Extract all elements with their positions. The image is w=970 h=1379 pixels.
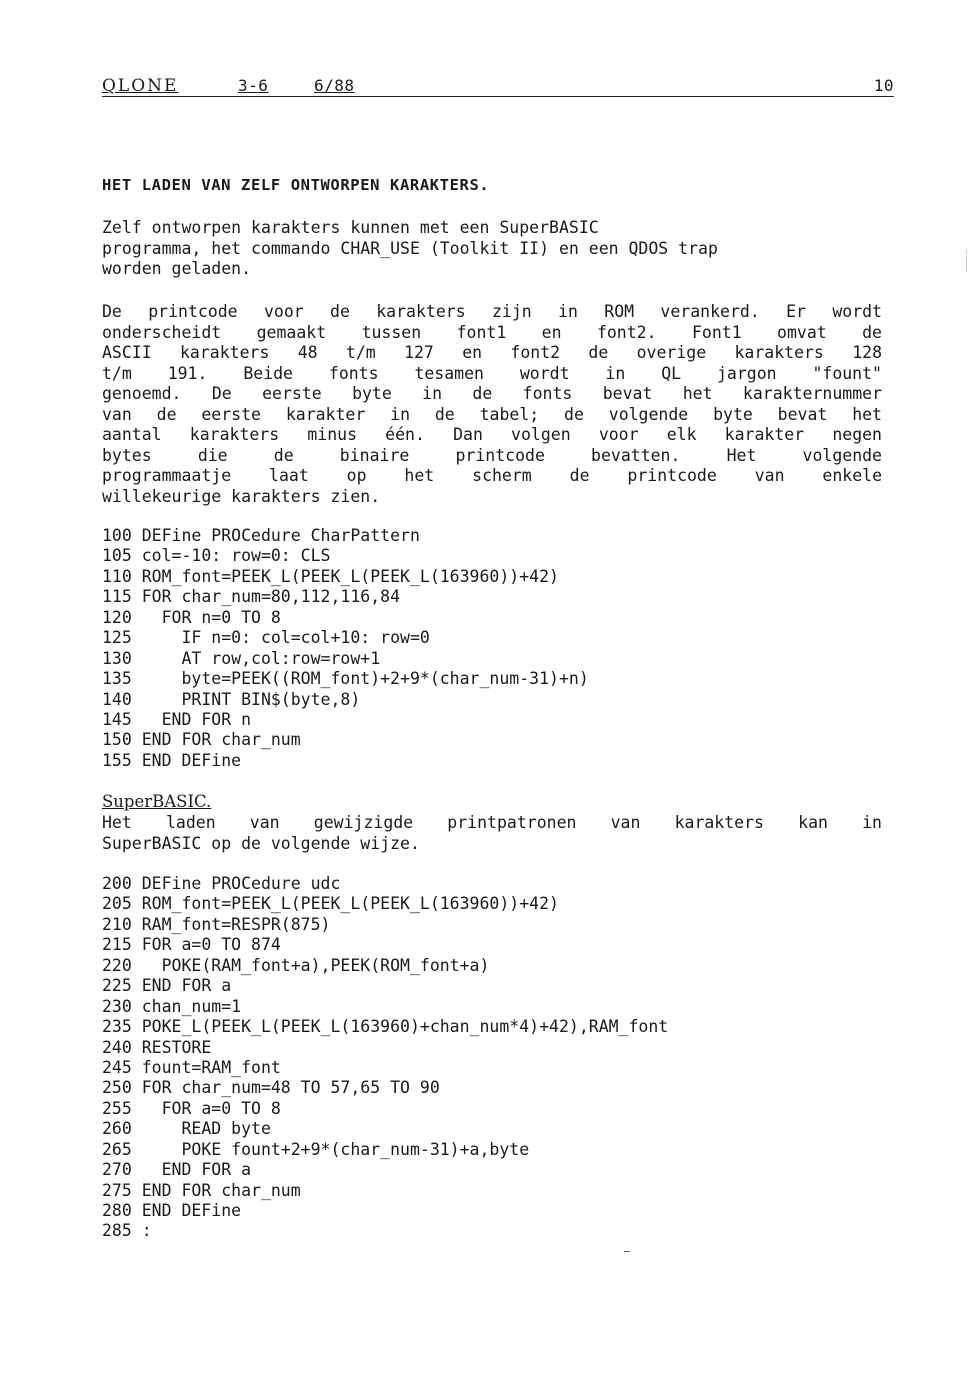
text-line: ASCII karakters 48 t/m 127 en font2 de overige karakters 128 [102, 343, 882, 362]
code-line: 265 POKE fount+2+9*(char_num-31)+a,byte [102, 1139, 530, 1159]
code-line: 155 END DEFine [102, 750, 242, 770]
page-number: 10 [873, 76, 894, 95]
code-line: 285 : [102, 1221, 152, 1241]
text-line: onderscheidt gemaakt tussen font1 en font2. Font1 omvat de [102, 322, 882, 342]
code-line: 105 col=-10: row=0: CLS [102, 546, 331, 566]
text-line: willekeurige karakters zien. [102, 486, 381, 506]
text-line: worden geladen. [102, 259, 252, 278]
text-line: van de eerste karakter in de tabel; de volgende byte bevat het [102, 404, 882, 424]
code-listing-charpattern [102, 526, 882, 771]
text-line: genoemd. De eerste byte in de fonts bevat het karakternummer [102, 384, 882, 403]
code-line: 225 END FOR a [102, 976, 232, 996]
code-line: 150 END FOR char_num [102, 730, 301, 750]
code-line: 250 FOR char_num=48 TO 57,65 TO 90 [102, 1078, 440, 1098]
page-header [102, 74, 894, 97]
code-line: 230 chan_num=1 [102, 996, 242, 1016]
code-line: 200 DEFine PROCedure udc [102, 874, 341, 893]
section-paragraph [102, 813, 882, 854]
text-line: Het laden van gewijzigde printpatronen van karakters kan in [102, 813, 882, 832]
scan-speck [624, 1251, 630, 1252]
body-paragraph [102, 302, 882, 507]
text-line: programmaatje laat op het scherm de printcode van enkele [102, 466, 882, 485]
code-line: 210 RAM_font=RESPR(875) [102, 914, 331, 934]
code-line: 260 READ byte [102, 1119, 271, 1139]
code-line: 255 FOR a=0 TO 8 [102, 1098, 281, 1118]
text-line: Zelf ontworpen karakters kunnen met een SuperBASIC [102, 218, 599, 237]
code-line: 280 END DEFine [102, 1201, 242, 1220]
text-line: De printcode voor de karakters zijn in ROM verankerd. Er wordt [102, 302, 882, 321]
text-line: programma, het commando CHAR_USE (Toolkit II) en een QDOS trap [102, 238, 718, 258]
code-line: 245 fount=RAM_font [102, 1057, 281, 1077]
code-line: 130 AT row,col:row=row+1 [102, 648, 381, 668]
section-heading: SuperBASIC. [102, 792, 212, 811]
text-line: aantal karakters minus één. Dan volgen voor elk karakter negen [102, 425, 882, 444]
scan-edge-mark [966, 250, 967, 272]
code-line: 140 PRINT BIN$(byte,8) [102, 689, 361, 709]
article-title: HET LADEN VAN ZELF ONTWORPEN KARAKTERS. [102, 176, 490, 194]
code-line: 275 END FOR char_num [102, 1180, 301, 1200]
code-listing-udc [102, 874, 882, 1242]
issue-date: 6/88 [314, 76, 355, 95]
issue-number: 3-6 [238, 76, 269, 95]
code-line: 125 IF n=0: col=col+10: row=0 [102, 628, 430, 648]
code-line: 135 byte=PEEK((ROM_font)+2+9*(char_num-31)+n) [102, 669, 589, 689]
text-line: bytes die de binaire printcode bevatten. Het volgende [102, 445, 882, 465]
text-line: SuperBASIC op de volgende wijze. [102, 833, 420, 853]
code-line: 145 END FOR n [102, 709, 252, 729]
code-line: 270 END FOR a [102, 1160, 252, 1180]
magazine-logo: QLONE [102, 76, 179, 96]
intro-paragraph [102, 218, 882, 280]
code-line: 220 POKE(RAM_font+a),PEEK(ROM_font+a) [102, 955, 490, 975]
code-line: 215 FOR a=0 TO 874 [102, 935, 281, 955]
code-line: 100 DEFine PROCedure CharPattern [102, 526, 420, 545]
code-line: 115 FOR char_num=80,112,116,84 [102, 587, 401, 607]
code-line: 235 POKE_L(PEEK_L(PEEK_L(163960)+chan_num*4)+42),RAM_font [102, 1017, 669, 1037]
code-line: 240 RESTORE [102, 1037, 212, 1057]
code-line: 110 ROM_font=PEEK_L(PEEK_L(PEEK_L(163960))+42) [102, 566, 559, 586]
code-line: 120 FOR n=0 TO 8 [102, 607, 281, 627]
code-line: 205 ROM_font=PEEK_L(PEEK_L(PEEK_L(163960))+42) [102, 894, 559, 914]
text-line: t/m 191. Beide fonts tesamen wordt in QL jargon "fount" [102, 363, 882, 383]
